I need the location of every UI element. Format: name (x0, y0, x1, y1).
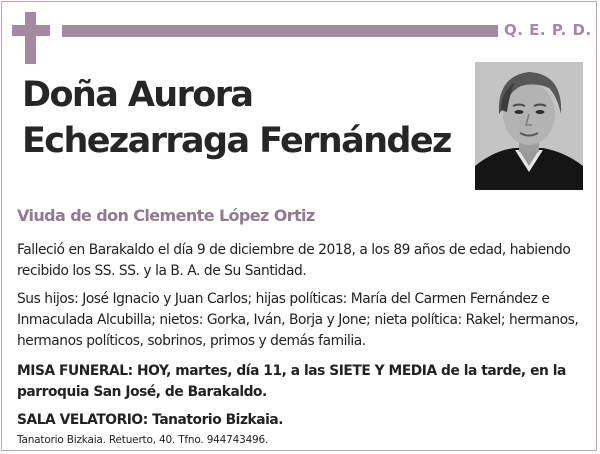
qepd-label: Q. E. P. D. (504, 21, 592, 39)
name-line-2: Echezarraga Fernández (22, 121, 451, 161)
obituary-card (1, 1, 597, 451)
death-paragraph: Falleció en Barakaldo el día 9 de diciembre de 2018, a los 89 años de edad, habiendo recibido los SS. SS. y la B. A. de Su Santidad. (17, 242, 571, 279)
portrait-photo (475, 62, 583, 190)
deceased-name (22, 72, 451, 164)
header-rule (62, 25, 498, 37)
name-line-1: Doña Aurora (22, 75, 253, 115)
funeral-home-contact: Tanatorio Bizkaia. Retuerto, 40. Tfno. 944743496. (17, 434, 269, 446)
wake-room-paragraph: SALA VELATORIO: Tanatorio Bizkaia. (17, 412, 284, 428)
funeral-mass-paragraph: MISA FUNERAL: HOY, martes, día 11, a las SIETE Y MEDIA de la tarde, en la parroquia San José, de Barakaldo. (17, 363, 566, 400)
widow-of-line: Viuda de don Clemente López Ortiz (17, 206, 315, 225)
latin-cross-icon-bar (12, 25, 50, 36)
latin-cross-icon (25, 12, 36, 64)
family-paragraph: Sus hijos: José Ignacio y Juan Carlos; hijas políticas: María del Carmen Fernández e Inmaculada Alcubilla; nietos: Gorka, Iván, Borja y Jone; nieta política: Rakel; hermanos, hermanos políticos, sobrinos, primos y demás familia. (17, 291, 579, 349)
